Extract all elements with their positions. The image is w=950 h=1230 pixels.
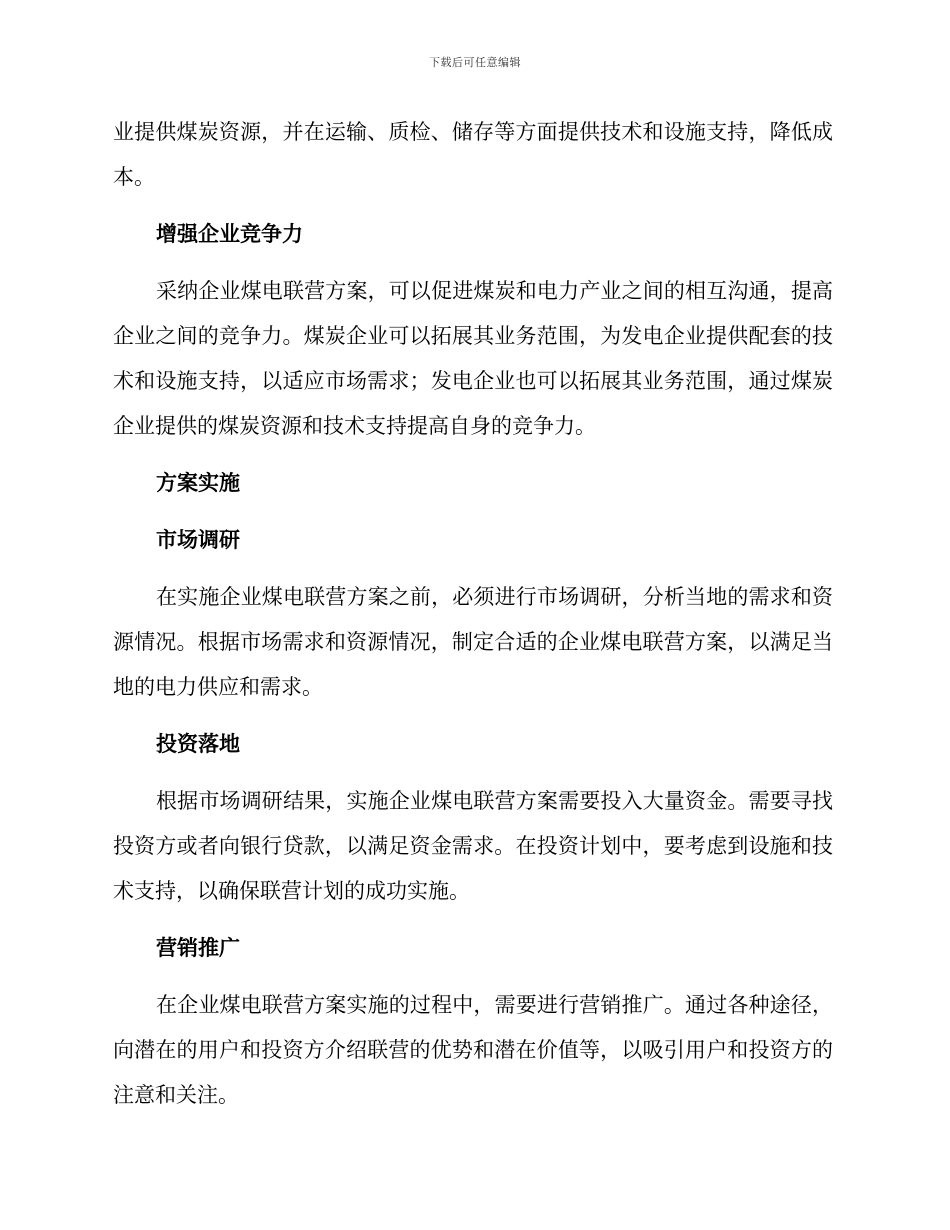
paragraph-competitiveness: 采纳企业煤电联营方案，可以促进煤炭和电力产业之间的相互沟通，提高企业之间的竞争力。煤炭企业可以拓展其业务范围，为发电企业提供配套的技术和设施支持，以适应市场需求；发电企业也可以拓展其业务范围，通过煤炭企业提供的煤炭资源和技术支持提高自身的竞争力。: [113, 279, 833, 438]
heading-investment: 投资落地: [156, 732, 240, 756]
heading-enhance-competitiveness: 增强企业竞争力: [156, 222, 303, 246]
document-body: [113, 110, 833, 1130]
paragraph-marketing: 在企业煤电联营方案实施的过程中，需要进行营销推广。通过各种途径，向潜在的用户和投资方介绍联营的优势和潜在价值等，以吸引用户和投资方的注意和关注。: [113, 993, 833, 1107]
paragraph-market-research: 在实施企业煤电联营方案之前，必须进行市场调研，分析当地的需求和资源情况。根据市场需求和资源情况，制定合适的企业煤电联营方案，以满足当地的电力供应和需求。: [113, 585, 833, 699]
heading-plan-implementation: 方案实施: [156, 471, 240, 495]
page-header-note: 下载后可任意编辑: [429, 56, 521, 69]
heading-marketing: 营销推广: [156, 936, 240, 960]
heading-market-research: 市场调研: [156, 528, 240, 552]
paragraph-investment: 根据市场调研结果，实施企业煤电联营方案需要投入大量资金。需要寻找投资方或者向银行贷款，以满足资金需求。在投资计划中，要考虑到设施和技术支持，以确保联营计划的成功实施。: [113, 789, 833, 903]
paragraph-continued: 业提供煤炭资源，并在运输、质检、储存等方面提供技术和设施支持，降低成本。: [113, 120, 833, 189]
